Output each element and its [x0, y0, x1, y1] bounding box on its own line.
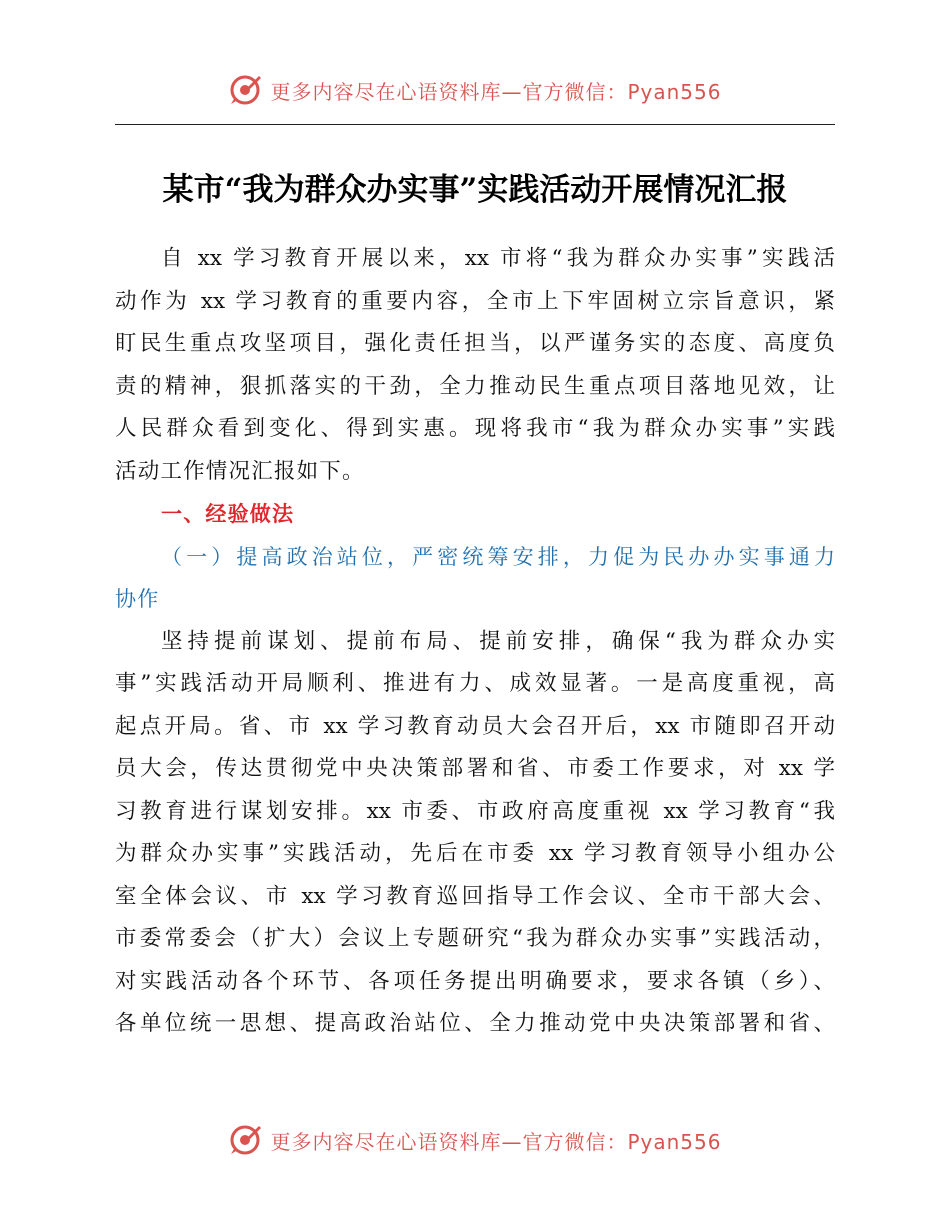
- paragraph-line: 动作为 xx 学习教育的重要内容，全市上下牢固树立宗旨意识，紧: [115, 288, 835, 314]
- paragraph-line: 责的精神，狠抓落实的干劲，全力推动民生重点项目落地见效，让: [115, 373, 835, 399]
- banner-text: 更多内容尽在心语资料库—官方微信：Pyan556: [270, 79, 722, 104]
- quill-seal-logo-icon: [228, 1123, 262, 1157]
- paragraph-line: 坚持提前谋划、提前布局、提前安排，确保“我为群众办实: [161, 628, 835, 654]
- paragraph-line: 人民群众看到变化、得到实惠。现将我市“我为群众办实事”实践: [115, 416, 835, 441]
- document-title: 某市“我为群众办实事”实践活动开展情况汇报: [162, 172, 788, 208]
- footer-banner: [0, 1120, 950, 1160]
- paragraph-line: 对实践活动各个环节、各项任务提出明确要求，要求各镇（乡）、: [115, 968, 835, 994]
- header-banner: [0, 70, 950, 110]
- header-divider: [115, 124, 835, 125]
- subsection-heading: （一）提高政治站位，严密统筹安排，力促为民办办实事通力: [161, 544, 835, 569]
- document-body: [115, 238, 835, 1046]
- paragraph-line: 各单位统一思想、提高政治站位、全力推动党中央决策部署和省、: [115, 1011, 835, 1036]
- paragraph-line: 事”实践活动开局顺利、推进有力、成效显著。一是高度重视，高: [115, 671, 835, 696]
- section-heading: 一、经验做法: [161, 502, 295, 526]
- paragraph-line: 盯民生重点攻坚项目，强化责任担当，以严谨务实的态度、高度负: [115, 331, 835, 356]
- quill-seal-logo-icon: [228, 73, 262, 107]
- paragraph-line: 自 xx 学习教育开展以来，xx 市将“我为群众办实事”实践活: [161, 246, 835, 271]
- subsection-heading: 协作: [115, 587, 160, 611]
- paragraph-line: 市委常委会（扩大）会议上专题研究“我为群众办实事”实践活动，: [115, 926, 835, 951]
- paragraph-line: 起点开局。省、市 xx 学习教育动员大会召开后，xx 市随即召开动: [115, 713, 835, 739]
- banner-text: 更多内容尽在心语资料库—官方微信：Pyan556: [270, 1129, 722, 1154]
- paragraph-line: 室全体会议、市 xx 学习教育巡回指导工作会议、全市干部大会、: [115, 883, 835, 909]
- paragraph-line: 活动工作情况汇报如下。: [115, 458, 365, 484]
- paragraph-line: 为群众办实事”实践活动，先后在市委 xx 学习教育领导小组办公: [115, 841, 835, 866]
- paragraph-line: 员大会，传达贯彻党中央决策部署和省、市委工作要求，对 xx 学: [115, 756, 835, 781]
- paragraph-line: 习教育进行谋划安排。xx 市委、市政府高度重视 xx 学习教育“我: [115, 798, 835, 824]
